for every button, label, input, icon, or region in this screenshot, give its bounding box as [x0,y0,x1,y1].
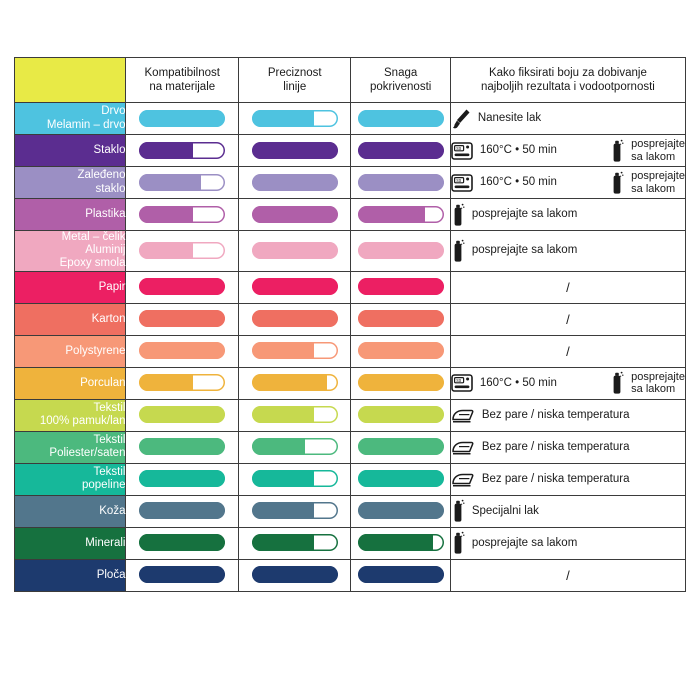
rating-bar-fill [358,174,444,191]
fixation-none: / [566,343,570,359]
rating-bar-fill [139,438,225,455]
material-label-cell [15,199,126,231]
fixation-cell [450,335,685,367]
table-row [15,271,686,303]
fixation-text-secondary [631,170,685,194]
fixation-text: 160°C • 50 min [479,175,557,188]
compatibility-bar-cell [126,303,239,335]
fixation-text: 160°C • 50 min [479,376,557,389]
spray-icon [451,531,465,555]
rating-bar-fill [139,142,192,159]
compatibility-bar-cell [126,135,239,167]
rating-bar-fill [252,438,305,455]
rating-bar [139,502,225,519]
fixation-cell [450,167,685,199]
header-fixation [450,58,685,103]
material-label-line: Tekstil [93,401,126,414]
material-label-line: 100% pamuk/lan [39,415,126,428]
compatibility-bar-cell [126,399,239,431]
coverage-bar-cell [351,335,450,367]
table-row [15,231,686,272]
spray-icon [451,203,465,227]
table-row [15,399,686,431]
rating-bar-fill [139,278,225,295]
header-precision-line2: linije [283,81,307,93]
iron-icon [451,406,475,424]
rating-bar [252,142,338,159]
precision-bar-cell [238,559,351,591]
fixation-content [451,138,685,164]
brush-icon [451,108,471,130]
precision-bar-cell [238,271,351,303]
header-compatibility [126,58,239,103]
rating-bar [358,342,444,359]
fixation-text-secondary-line1: posprеjajte [631,170,685,183]
rating-bar [139,206,225,223]
material-label-line: Tekstil [93,433,126,446]
coverage-bar-cell [351,231,450,272]
material-label-cell [15,167,126,199]
rating-bar [139,242,225,259]
rating-bar [358,470,444,487]
fixation-content [451,202,685,228]
coverage-bar-cell [351,303,450,335]
material-label-line: Koža [99,504,126,517]
rating-bar-fill [139,502,225,519]
compatibility-bar-cell [126,167,239,199]
rating-bar [358,310,444,327]
fixation-text-secondary-line2: sa lakom [631,383,676,396]
rating-bar [358,206,444,223]
rating-bar [252,206,338,223]
table-row [15,199,686,231]
rating-bar-fill [139,242,192,259]
rating-bar [358,142,444,159]
precision-bar-cell [238,303,351,335]
rating-bar-fill [358,502,444,519]
fixation-text: Bez pare / niska temperatura [481,472,630,485]
fixation-text: Nanesite lak [477,111,542,124]
rating-bar [139,278,225,295]
compatibility-bar-cell [126,199,239,231]
precision-bar-cell [238,199,351,231]
compatibility-bar-cell [126,103,239,135]
fixation-text: Bez pare / niska temperatura [481,440,630,453]
rating-bar-fill [252,110,314,127]
rating-bar [139,310,225,327]
compatibility-bar-cell [126,431,239,463]
rating-bar [252,310,338,327]
table-row [15,367,686,399]
rating-bar [358,242,444,259]
rating-bar-fill [252,502,314,519]
precision-bar-cell [238,527,351,559]
rating-bar-fill [252,310,338,327]
fixation-cell [450,199,685,231]
fixation-text: 160°C • 50 min [479,143,557,156]
rating-bar-fill [252,566,338,583]
material-compatibility-table [14,57,686,592]
coverage-bar-cell [351,135,450,167]
fixation-text: Bez pare / niska temperatura [481,408,630,421]
material-label-cell [15,303,126,335]
rating-bar-fill [252,142,338,159]
rating-bar [139,438,225,455]
precision-bar-cell [238,103,351,135]
spray-icon [451,239,465,263]
material-label-line: Karton [91,312,126,325]
precision-bar-cell [238,167,351,199]
precision-bar-cell [238,135,351,167]
rating-bar [252,278,338,295]
rating-bar [358,438,444,455]
fixation-cell [450,135,685,167]
rating-bar-fill [358,470,444,487]
material-label-cell [15,495,126,527]
rating-bar [252,566,338,583]
material-label-line: Metal – čelik [61,231,126,243]
rating-bar [139,110,225,127]
iron-icon [451,438,475,456]
coverage-bar-cell [351,463,450,495]
coverage-bar-cell [351,167,450,199]
material-label-line: Drvo [101,105,126,118]
rating-bar [358,374,444,391]
material-label-line: Zaleđeno [77,169,126,182]
fixation-content [451,466,685,492]
rating-bar-fill [358,566,444,583]
fixation-text: posprеjajte sa lakom [471,536,578,549]
rating-bar [252,342,338,359]
table-row [15,463,686,495]
svg-text:ss: ss [456,177,462,184]
rating-bar-fill [358,374,444,391]
rating-bar [252,174,338,191]
header-coverage-line2: pokrivenosti [369,81,432,93]
material-label-cell [15,399,126,431]
iron-icon [451,470,475,488]
compatibility-bar-cell [126,271,239,303]
material-label-line: Polystyrene [65,344,126,357]
svg-text:ss: ss [456,378,462,385]
rating-bar [252,470,338,487]
fixation-text-secondary-line2: sa lakom [631,182,676,195]
rating-bar [139,174,225,191]
rating-bar [358,502,444,519]
rating-bar [252,534,338,551]
compatibility-bar-cell [126,527,239,559]
rating-bar-fill [358,278,444,295]
rating-bar-fill [252,242,338,259]
oven-icon [451,142,473,160]
coverage-bar-cell [351,559,450,591]
fixation-cell [450,559,685,591]
material-label-cell [15,271,126,303]
coverage-bar-cell [351,495,450,527]
rating-bar-fill [139,534,225,551]
material-label-cell [15,335,126,367]
spray-icon [610,171,624,195]
fixation-text-secondary-line2: sa lakom [631,150,676,163]
header-coverage-line1: Snaga [384,66,418,79]
spray-icon [610,139,624,163]
header-compatibility-line1: Kompatibilnost [144,66,220,79]
coverage-bar-cell [351,367,450,399]
rating-bar-fill [252,174,338,191]
table-row [15,335,686,367]
rating-bar [139,470,225,487]
table-row [15,167,686,199]
fixation-content [451,106,685,132]
compatibility-bar-cell [126,335,239,367]
table-body [15,103,686,592]
rating-bar-fill [252,278,338,295]
fixation-content [451,170,685,196]
rating-bar-fill [358,110,444,127]
precision-bar-cell [238,231,351,272]
iron-icon [451,470,475,488]
header-coverage [351,58,450,103]
rating-bar [358,534,444,551]
compatibility-bar-cell [126,463,239,495]
fixation-none: / [566,279,570,295]
rating-bar-fill [139,470,225,487]
fixation-content [451,370,685,396]
material-label-cell [15,367,126,399]
fixation-content [451,306,685,332]
material-label-cell [15,135,126,167]
coverage-bar-cell [351,103,450,135]
rating-bar-fill [252,470,314,487]
rating-bar [139,534,225,551]
table-row [15,495,686,527]
header-compatibility-line2: na materijale [149,81,216,93]
compatibility-bar-cell [126,559,239,591]
rating-bar-fill [358,242,444,259]
iron-icon [451,406,475,424]
fixation-cell [450,495,685,527]
header-fixation-line2: najboljih rezultata i vodootpornosti [480,81,655,93]
rating-bar [139,406,225,423]
table-row [15,431,686,463]
material-label-cell [15,559,126,591]
svg-text:ss: ss [456,145,462,152]
precision-bar-cell [238,463,351,495]
fixation-none: / [566,311,570,327]
material-label-cell [15,231,126,272]
rating-bar [252,374,338,391]
material-label-line: Poliester/saten [49,447,126,460]
fixation-text-secondary [631,138,685,162]
rating-bar-fill [139,566,225,583]
material-label-line: Plastika [85,207,126,220]
brush-icon [451,108,471,130]
rating-bar [358,278,444,295]
fixation-content [451,498,685,524]
rating-bar [358,566,444,583]
fixation-content [451,238,685,264]
oven-icon [451,174,473,192]
rating-bar-fill [139,374,192,391]
spray-icon [610,371,624,395]
material-label-line: Minerali [85,536,126,549]
material-label-line: Porculan [80,376,126,389]
material-label-cell [15,527,126,559]
coverage-bar-cell [351,199,450,231]
material-label-cell [15,463,126,495]
material-label-line: Staklo [93,143,126,156]
table-row [15,527,686,559]
fixation-cell [450,231,685,272]
oven-icon [451,174,473,192]
rating-bar [358,110,444,127]
oven-icon [451,374,473,392]
rating-bar-fill [139,206,192,223]
coverage-bar-cell [351,527,450,559]
rating-bar [252,502,338,519]
rating-bar [252,438,338,455]
compatibility-bar-cell [126,231,239,272]
rating-bar [252,110,338,127]
material-label-line: Tekstil [93,465,126,478]
spray-icon [610,371,624,395]
fixation-content [451,530,685,556]
rating-bar [358,406,444,423]
rating-bar-fill [358,342,444,359]
material-label-cell [15,103,126,135]
oven-icon [451,142,473,160]
material-label-cell [15,431,126,463]
spray-icon [451,499,465,523]
rating-bar-fill [252,406,314,423]
rating-bar [139,566,225,583]
spray-icon [451,203,465,227]
header-precision [238,58,351,103]
fixation-cell [450,367,685,399]
table-row [15,559,686,591]
spray-icon [610,171,624,195]
compatibility-bar-cell [126,495,239,527]
fixation-text: posprеjajte sa lakom [471,244,578,257]
fixation-cell [450,103,685,135]
rating-bar [139,342,225,359]
rating-bar [139,374,225,391]
table-row [15,135,686,167]
fixation-text-secondary [631,371,685,395]
material-label-line: Melamin – drvo [46,118,126,131]
fixation-cell [450,271,685,303]
table-header [15,58,686,103]
fixation-cell [450,303,685,335]
iron-icon [451,438,475,456]
fixation-none: / [566,567,570,583]
rating-bar-fill [358,310,444,327]
fixation-text: Specijalni lak [471,504,539,517]
rating-bar-fill [252,342,314,359]
fixation-content [451,402,685,428]
rating-bar-fill [252,374,328,391]
precision-bar-cell [238,431,351,463]
header-row [15,58,686,103]
rating-bar-fill [358,206,425,223]
fixation-content [451,434,685,460]
rating-bar-fill [252,206,338,223]
material-label-line: Epoxy smola [59,257,126,270]
table-row [15,303,686,335]
rating-bar [139,142,225,159]
rating-bar-fill [358,438,444,455]
coverage-bar-cell [351,271,450,303]
rating-bar [358,174,444,191]
rating-bar [252,406,338,423]
rating-bar-fill [139,110,225,127]
fixation-content [451,562,685,588]
fixation-cell [450,431,685,463]
spray-icon [451,531,465,555]
precision-bar-cell [238,335,351,367]
fixation-cell [450,527,685,559]
spray-icon [451,499,465,523]
material-label-line: staklo [95,182,126,195]
fixation-content [451,338,685,364]
header-blank-cell [15,58,126,103]
coverage-bar-cell [351,431,450,463]
material-label-line: Ploča [96,568,126,581]
spray-icon [451,239,465,263]
rating-bar-fill [252,534,314,551]
table-row [15,103,686,135]
fixation-text-secondary-line1: posprеjajte [631,138,685,151]
rating-bar-fill [139,174,201,191]
precision-bar-cell [238,367,351,399]
rating-bar-fill [358,142,444,159]
rating-bar-fill [139,342,225,359]
oven-icon [451,374,473,392]
rating-bar-fill [358,406,444,423]
coverage-bar-cell [351,399,450,431]
fixation-content [451,274,685,300]
precision-bar-cell [238,495,351,527]
precision-bar-cell [238,399,351,431]
spray-icon [610,139,624,163]
rating-bar-fill [139,406,225,423]
rating-bar [252,242,338,259]
rating-bar-fill [139,310,225,327]
fixation-text-secondary-line1: posprеjajte [631,371,685,384]
material-label-line: popeline [82,479,126,492]
fixation-cell [450,463,685,495]
header-precision-line1: Preciznost [267,66,322,79]
compatibility-bar-cell [126,367,239,399]
material-label-line: Papir [98,280,126,293]
material-label-line: Aluminij [85,244,126,257]
fixation-text: posprеjajte sa lakom [471,207,578,220]
fixation-cell [450,399,685,431]
rating-bar-fill [358,534,434,551]
header-fixation-line1: Kako fiksirati boju za dobivanje [488,66,647,79]
